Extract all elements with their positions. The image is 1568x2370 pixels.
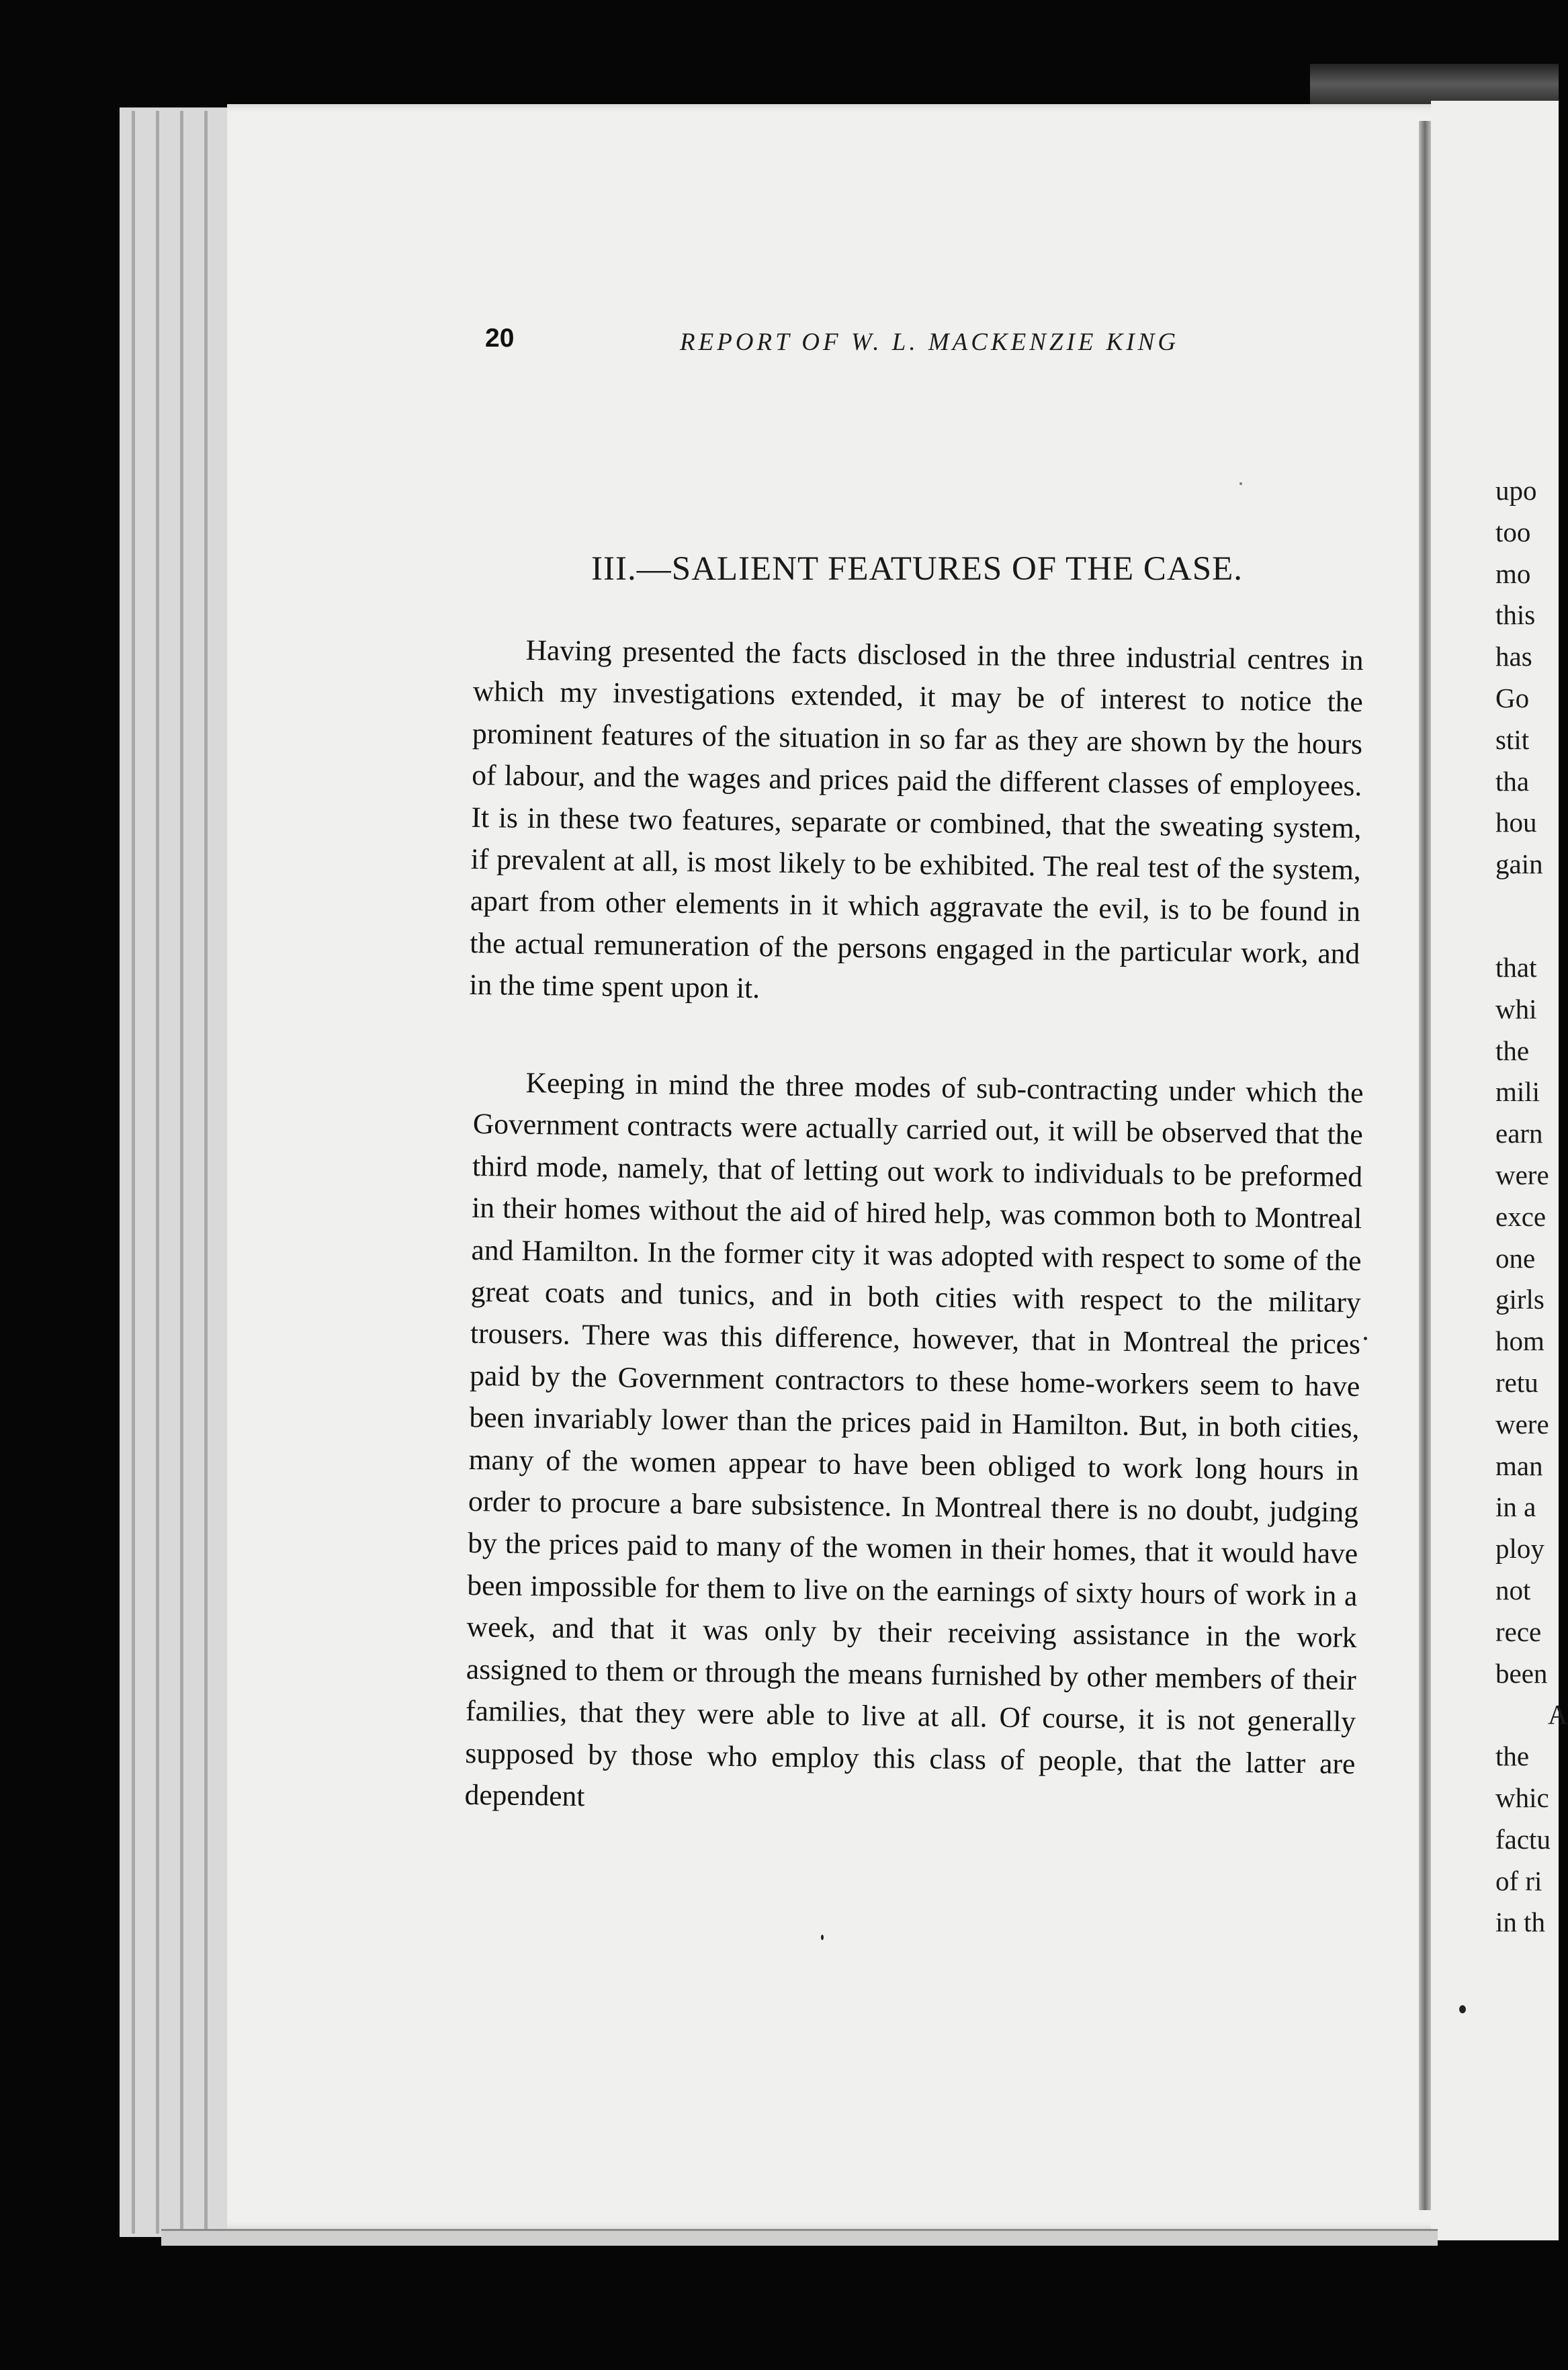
facing-line: girls — [1495, 1284, 1544, 1315]
facing-line: whic — [1495, 1782, 1549, 1813]
facing-line: tha — [1495, 765, 1530, 797]
facing-line: that — [1495, 951, 1537, 983]
facing-line: this — [1495, 599, 1536, 631]
facing-line: A — [1548, 1699, 1568, 1730]
ink-speck — [1364, 1337, 1367, 1340]
facing-line: the — [1495, 1741, 1530, 1772]
facing-line: has — [1495, 641, 1532, 672]
running-title: REPORT OF W. L. MACKENZIE KING — [680, 328, 1180, 356]
facing-line: the — [1495, 1035, 1530, 1066]
book-spine-shadow — [1310, 64, 1559, 104]
facing-line: earn — [1495, 1118, 1543, 1149]
facing-line: ploy — [1495, 1533, 1544, 1565]
facing-line: upo — [1495, 475, 1537, 506]
facing-line: mo — [1495, 558, 1531, 589]
facing-line: mili — [1495, 1076, 1540, 1108]
facing-line: hou — [1495, 807, 1537, 838]
facing-line: Go — [1495, 682, 1530, 713]
facing-line: retu — [1495, 1366, 1538, 1398]
book-gutter — [1419, 121, 1431, 2210]
facing-line: factu — [1495, 1823, 1551, 1855]
facing-line: were — [1495, 1408, 1549, 1440]
page-edge-line — [156, 111, 159, 2234]
ink-speck — [1239, 482, 1242, 485]
facing-line: were — [1495, 1159, 1549, 1190]
facing-line: not — [1495, 1574, 1531, 1606]
facing-line: exce — [1495, 1200, 1547, 1232]
page-edge-line — [204, 111, 208, 2234]
facing-line: man — [1495, 1450, 1543, 1481]
facing-line: in th — [1495, 1906, 1546, 1938]
paragraph-text: Having presented the facts disclosed in the three industrial centres in which my investigations extended, it may be of interest to notice the prominent features of the situation in so far as they are shown by the hours of labour, and the wages and prices paid the different classes of employees. It is in these two features, separate or combined, that the sweating system, if prevalent at all, is most likely to be exhibited. The real test of the system, apart from other elements in it which aggravate the evil, is to be found in the actual remuneration of the persons engaged in the particular work, and in the time spent upon it. — [469, 633, 1364, 1005]
facing-line: stit — [1495, 723, 1530, 755]
facing-line: too — [1495, 516, 1531, 547]
page-number: 20 — [485, 324, 515, 353]
facing-line: hom — [1495, 1325, 1544, 1357]
ink-speck — [821, 1935, 824, 1940]
page-edge-line — [132, 111, 135, 2234]
facing-line: in a — [1495, 1491, 1536, 1523]
page-bottom-edge — [161, 2229, 1438, 2246]
facing-page-text — [1495, 470, 1568, 1943]
paragraph-text: Keeping in mind the three modes of sub-contracting under which the Government contracts were actually carried out, it will be observed that the third mode, namely, that of letting out work to individuals to be preformed in their homes without the aid of hired help, was common both to Montreal and Hamilton. In the former city it was adopted with respect to some of the great coats and tunics, and in both cities with respect to the military trousers. There was this difference, however, that in Montreal the prices paid by the Government contractors to these home-workers seem to have been invariably lower than the prices paid in Hamilton. But, in both cities, many of the women appear to have been obliged to work long hours in order to procure a bare subsistence. In Montreal there is no doubt, judging by the prices paid to many of the women in their homes, that it would have been impossible for them to live on the earnings of sixty hours of work in a week, and that it was only by their receiving assistance in the work assigned to them or through the means furnished by other members of their families, that they were able to live at all. Of course, it is not generally supposed by those who employ this class of people, that the latter are dependent — [464, 1066, 1364, 1813]
body-paragraph-2 — [464, 1061, 1364, 1827]
facing-line: rece — [1495, 1616, 1542, 1647]
facing-line: whi — [1495, 993, 1537, 1024]
page-edge-line — [180, 111, 183, 2234]
ink-speck — [1459, 2005, 1466, 2013]
section-title: III.—SALIENT FEATURES OF THE CASE. — [591, 550, 1243, 588]
body-paragraph-1 — [469, 629, 1364, 1017]
facing-line: one — [1495, 1242, 1536, 1274]
facing-line: of ri — [1495, 1865, 1542, 1896]
facing-line: gain — [1495, 848, 1543, 880]
facing-line: been — [1495, 1657, 1548, 1689]
